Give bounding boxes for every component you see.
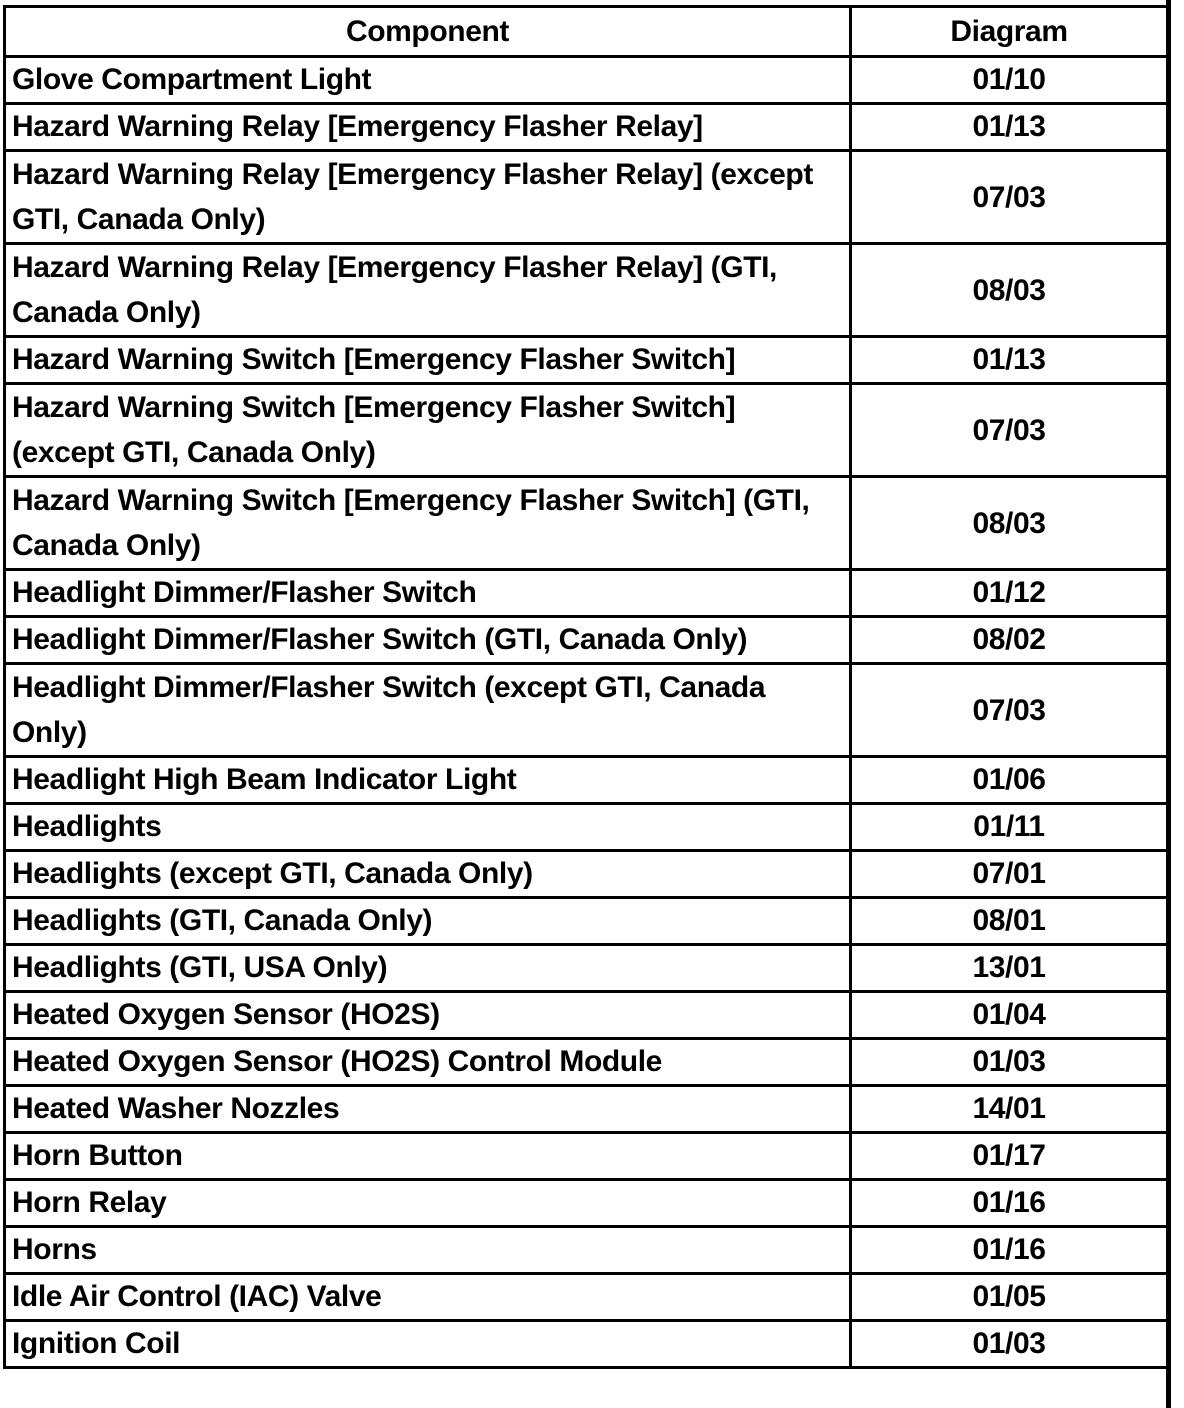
diagram-cell: 01/13 <box>851 104 1168 151</box>
diagram-cell: 01/16 <box>851 1180 1168 1227</box>
component-cell: Headlight Dimmer/Flasher Switch (except GTI, Canada Only) <box>5 664 851 757</box>
component-cell: Horn Relay <box>5 1180 851 1227</box>
component-cell: Hazard Warning Relay [Emergency Flasher Relay] <box>5 104 851 151</box>
column-header-component: Component <box>5 7 851 57</box>
diagram-cell: 01/06 <box>851 757 1168 804</box>
table-row <box>5 570 1168 617</box>
diagram-cell: 01/17 <box>851 1133 1168 1180</box>
diagram-cell: 07/01 <box>851 851 1168 898</box>
column-header-diagram: Diagram <box>851 7 1168 57</box>
diagram-cell: 08/02 <box>851 617 1168 664</box>
table-row <box>5 244 1168 337</box>
diagram-cell: 01/11 <box>851 804 1168 851</box>
diagram-cell: 07/03 <box>851 384 1168 477</box>
component-cell: Hazard Warning Relay [Emergency Flasher Relay] (except GTI, Canada Only) <box>5 151 851 244</box>
table-row <box>5 1133 1168 1180</box>
table-row <box>5 477 1168 570</box>
diagram-cell: 01/05 <box>851 1274 1168 1321</box>
component-cell: Headlights (GTI, Canada Only) <box>5 898 851 945</box>
component-cell: Heated Oxygen Sensor (HO2S) Control Module <box>5 1039 851 1086</box>
diagram-cell: 14/01 <box>851 1086 1168 1133</box>
table-row <box>5 757 1168 804</box>
diagram-cell: 01/03 <box>851 1321 1168 1368</box>
table-row <box>5 151 1168 244</box>
component-cell: Ignition Coil <box>5 1321 851 1368</box>
component-cell: Hazard Warning Relay [Emergency Flasher Relay] (GTI, Canada Only) <box>5 244 851 337</box>
component-cell: Heated Washer Nozzles <box>5 1086 851 1133</box>
diagram-cell: 01/03 <box>851 1039 1168 1086</box>
component-cell: Hazard Warning Switch [Emergency Flasher Switch] <box>5 337 851 384</box>
component-cell: Heated Oxygen Sensor (HO2S) <box>5 992 851 1039</box>
component-cell: Horn Button <box>5 1133 851 1180</box>
table-row <box>5 1039 1168 1086</box>
component-cell: Headlights (GTI, USA Only) <box>5 945 851 992</box>
diagram-cell: 01/16 <box>851 1227 1168 1274</box>
component-cell: Headlights <box>5 804 851 851</box>
table-row <box>5 337 1168 384</box>
table-row <box>5 384 1168 477</box>
diagram-cell: 01/04 <box>851 992 1168 1039</box>
component-cell: Idle Air Control (IAC) Valve <box>5 1274 851 1321</box>
component-cell: Headlight Dimmer/Flasher Switch <box>5 570 851 617</box>
component-cell: Horns <box>5 1227 851 1274</box>
table-row <box>5 992 1168 1039</box>
table-row <box>5 664 1168 757</box>
diagram-cell: 01/13 <box>851 337 1168 384</box>
table-row <box>5 1180 1168 1227</box>
table-row <box>5 898 1168 945</box>
component-cell: Headlight Dimmer/Flasher Switch (GTI, Canada Only) <box>5 617 851 664</box>
diagram-cell: 13/01 <box>851 945 1168 992</box>
diagram-cell: 08/03 <box>851 244 1168 337</box>
table-row <box>5 804 1168 851</box>
table-row <box>5 617 1168 664</box>
diagram-cell: 07/03 <box>851 664 1168 757</box>
component-cell: Glove Compartment Light <box>5 57 851 104</box>
diagram-cell: 08/03 <box>851 477 1168 570</box>
component-cell: Hazard Warning Switch [Emergency Flasher Switch] (except GTI, Canada Only) <box>5 384 851 477</box>
diagram-cell: 07/03 <box>851 151 1168 244</box>
component-cell: Hazard Warning Switch [Emergency Flasher Switch] (GTI, Canada Only) <box>5 477 851 570</box>
table-row <box>5 1321 1168 1368</box>
component-diagram-table <box>3 5 1169 1369</box>
diagram-cell: 08/01 <box>851 898 1168 945</box>
diagram-cell: 01/10 <box>851 57 1168 104</box>
table-row <box>5 1227 1168 1274</box>
table-row <box>5 1274 1168 1321</box>
table-row <box>5 1086 1168 1133</box>
page-right-border <box>1166 0 1171 1408</box>
table-row <box>5 57 1168 104</box>
component-cell: Headlights (except GTI, Canada Only) <box>5 851 851 898</box>
table-row <box>5 104 1168 151</box>
component-cell: Headlight High Beam Indicator Light <box>5 757 851 804</box>
table-header-row <box>5 7 1168 57</box>
table-row <box>5 851 1168 898</box>
table-body <box>5 57 1168 1368</box>
diagram-cell: 01/12 <box>851 570 1168 617</box>
table-row <box>5 945 1168 992</box>
